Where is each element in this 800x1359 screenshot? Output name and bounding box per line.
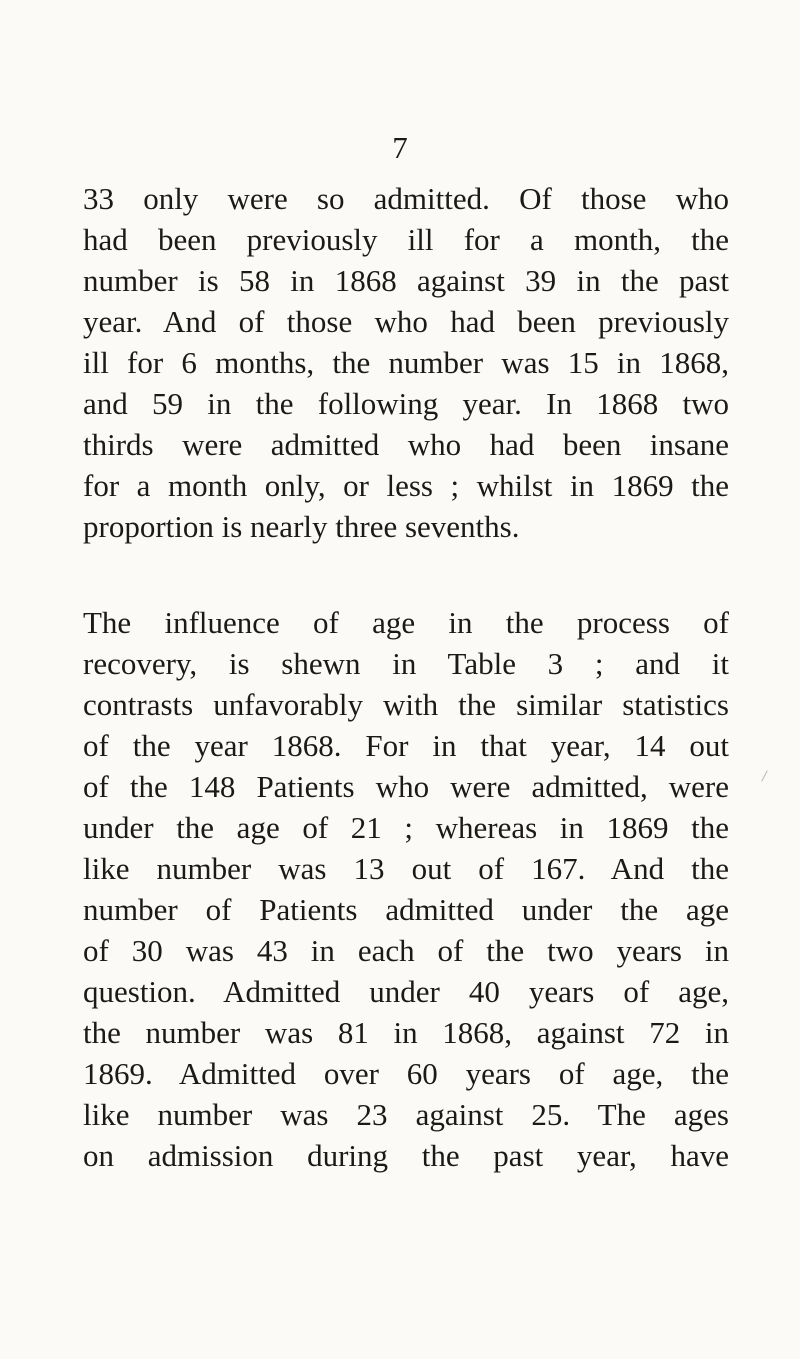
text-line: under the age of 21 ; whereas in 1869 the xyxy=(83,810,729,845)
paragraph-admission-duration xyxy=(83,178,729,547)
text-line: 33 only were so admitted. Of those who xyxy=(83,181,729,216)
text-line: contrasts unfavorably with the similar statistics xyxy=(83,687,729,722)
paper-mark xyxy=(761,770,768,781)
text-line: The influence of age in the process of xyxy=(83,605,729,640)
text-line: like number was 13 out of 167. And the xyxy=(83,851,729,886)
text-line: ill for 6 months, the number was 15 in 1868, xyxy=(83,345,729,380)
text-line: like number was 23 against 25. The ages xyxy=(83,1097,729,1132)
text-line: number of Patients admitted under the age xyxy=(83,892,729,927)
text-line: the number was 81 in 1868, against 72 in xyxy=(83,1015,729,1050)
text-line: had been previously ill for a month, the xyxy=(83,222,729,257)
text-line: year. And of those who had been previously xyxy=(83,304,729,339)
text-line: proportion is nearly three sevenths. xyxy=(83,509,520,544)
text-line: 1869. Admitted over 60 years of age, the xyxy=(83,1056,729,1091)
text-line: recovery, is shewn in Table 3 ; and it xyxy=(83,646,729,681)
text-line: number is 58 in 1868 against 39 in the past xyxy=(83,263,729,298)
paragraph-age-influence xyxy=(83,602,729,1176)
text-line: on admission during the past year, have xyxy=(83,1138,729,1173)
text-line: thirds were admitted who had been insane xyxy=(83,427,729,462)
text-line: of 30 was 43 in each of the two years in xyxy=(83,933,729,968)
page-number: 7 xyxy=(392,130,408,165)
text-line: question. Admitted under 40 years of age, xyxy=(83,974,729,1009)
text-line: of the year 1868. For in that year, 14 out xyxy=(83,728,729,763)
text-line: of the 148 Patients who were admitted, were xyxy=(83,769,729,804)
text-line: for a month only, or less ; whilst in 1869 the xyxy=(83,468,729,503)
text-line: and 59 in the following year. In 1868 two xyxy=(83,386,729,421)
